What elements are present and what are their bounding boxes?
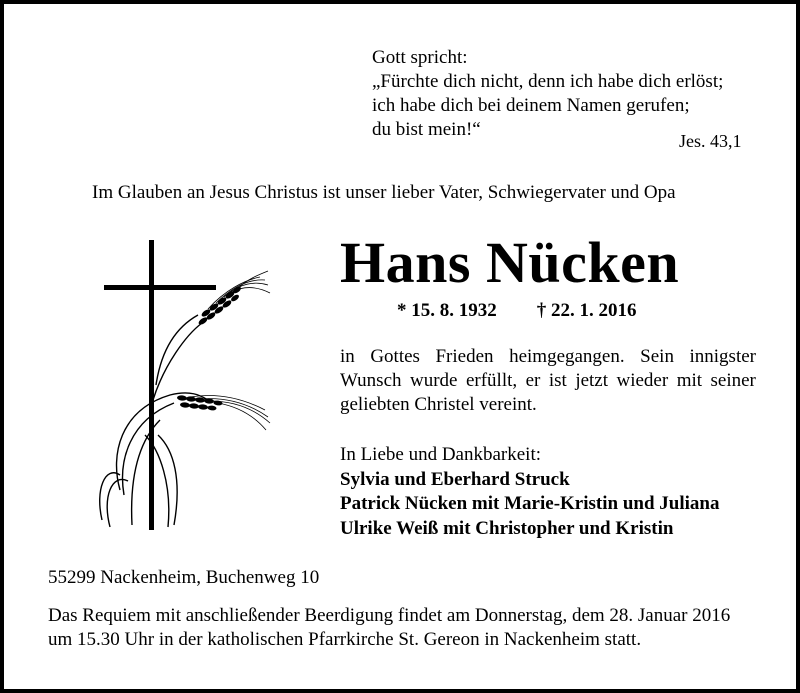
message-word: geliebten Christel vereint.	[340, 394, 537, 415]
message-word: seiner	[710, 370, 756, 391]
bible-verse	[372, 46, 723, 142]
message-word: erfüllt,	[465, 370, 518, 391]
death-date: † 22. 1. 2016	[536, 300, 637, 321]
message-word: in	[340, 346, 355, 367]
verse-line: ich habe dich bei deinem Namen gerufen;	[372, 95, 690, 116]
verse-reference: Jes. 43,1	[679, 131, 742, 151]
mourners-heading: In Liebe und Dankbarkeit:	[340, 444, 542, 465]
verse-line: Gott spricht:	[372, 47, 468, 68]
mourner-name: Ulrike Weiß mit Christopher und Kristin	[340, 517, 674, 539]
message-line	[340, 345, 756, 369]
family-address: 55299 Nackenheim, Buchenweg 10	[48, 567, 320, 588]
requiem-line: um 15.30 Uhr in der katholischen Pfarrkirche St. Gereon in Nackenheim statt.	[48, 629, 642, 650]
deceased-name: Hans Nücken	[340, 230, 680, 295]
message-word: innigster	[689, 346, 756, 367]
mourners-list	[340, 443, 719, 541]
message-word: Gottes	[370, 346, 420, 367]
birth-date: * 15. 8. 1932	[397, 300, 497, 321]
verse-line: du bist mein!“	[372, 119, 481, 140]
message-word: Frieden	[435, 346, 494, 367]
mourner-name: Patrick Nücken mit Marie-Kristin und Juliana	[340, 493, 720, 514]
message-line	[340, 369, 756, 393]
message-word: jetzt	[575, 370, 609, 391]
message-word: mit	[676, 370, 703, 391]
verse-line: „Fürchte dich nicht, denn ich habe dich erlöst;	[372, 71, 724, 92]
message-word: Wunsch	[340, 370, 402, 391]
requiem-line: Das Requiem mit anschließender Beerdigung findet am Donnerstag, dem 28. Januar 2016	[48, 605, 731, 626]
message-word: heimgegangen.	[509, 346, 625, 367]
cross-with-wheat-icon	[90, 235, 280, 540]
message-word: ist	[548, 370, 567, 391]
mourner-name: Sylvia und Eberhard Struck	[340, 468, 570, 490]
requiem-announcement	[48, 604, 730, 652]
message-word: Sein	[640, 346, 674, 367]
life-dates	[397, 299, 677, 323]
message-line	[340, 393, 756, 417]
intro-text: Im Glauben an Jesus Christus ist unser lieber Vater, Schwiegervater und Opa	[92, 182, 676, 203]
message-word: er	[525, 370, 541, 391]
message-word: wurde	[409, 370, 458, 391]
message-word: wieder	[616, 370, 669, 391]
message-paragraph	[340, 345, 756, 417]
